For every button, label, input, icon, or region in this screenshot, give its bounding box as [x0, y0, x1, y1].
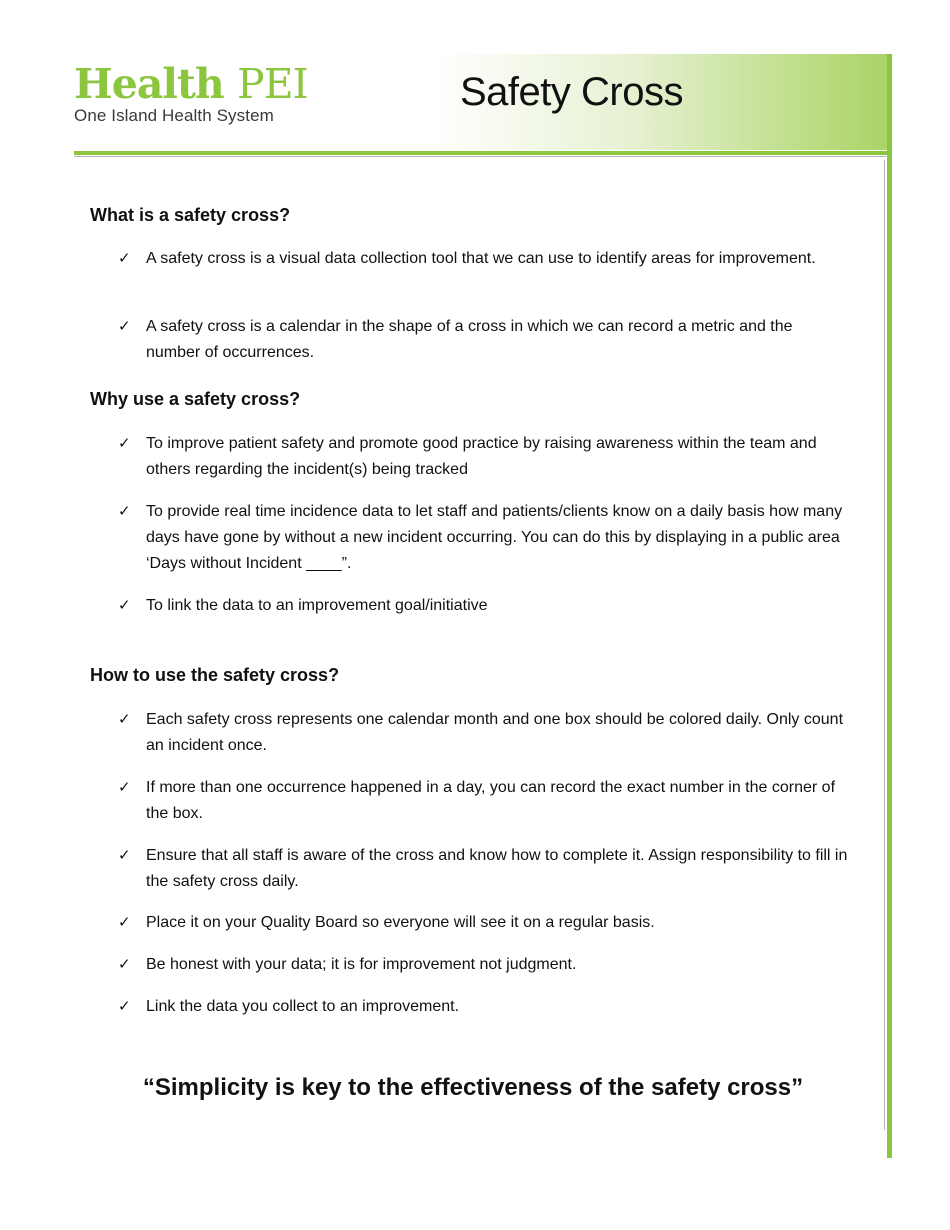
list-item-text: If more than one occurrence happened in a day, you can record the exact number in the corner of the box. — [146, 779, 836, 822]
list-item-text: To improve patient safety and promote good practice by raising awareness within the team and others regarding the incident(s) being tracked — [146, 435, 817, 478]
list-item — [118, 775, 848, 827]
logo-wordmark — [74, 62, 308, 106]
list-item-text: Ensure that all staff is aware of the cross and know how to complete it. Assign responsibility to fill in the safety cross daily. — [146, 847, 848, 890]
section-heading-what: What is a safety cross? — [90, 205, 291, 225]
checkmark-icon: ✓ — [118, 998, 131, 1015]
list-item — [118, 246, 848, 272]
list-item-text: To link the data to an improvement goal/initiative — [146, 597, 488, 614]
checkmark-icon: ✓ — [118, 779, 131, 796]
list-item — [118, 707, 848, 759]
list-item-text: Place it on your Quality Board so everyone will see it on a regular basis. — [146, 914, 655, 931]
logo-brand: Health — [74, 60, 224, 108]
right-border-green — [887, 54, 892, 1158]
checkmark-icon: ✓ — [118, 435, 131, 452]
logo-brand-accent: PEI — [237, 60, 308, 108]
list-item-text: Link the data you collect to an improvement. — [146, 998, 460, 1015]
checkmark-icon: ✓ — [118, 847, 131, 864]
list-item — [118, 843, 848, 895]
closing-quote-text: “Simplicity is key to the effectiveness of the safety cross” — [142, 1074, 804, 1101]
checkmark-icon: ✓ — [118, 711, 131, 728]
list-item — [118, 910, 848, 936]
checkmark-icon: ✓ — [118, 318, 131, 335]
list-item — [118, 431, 848, 483]
list-item-text: Each safety cross represents one calendar month and one box should be colored daily. Only count an incident once. — [146, 711, 844, 754]
header-divider-green — [74, 151, 892, 155]
list-item — [118, 314, 848, 366]
right-border-gray — [884, 160, 885, 1130]
header-divider-gray — [74, 156, 886, 157]
list-item-text: To provide real time incidence data to let staff and patients/clients know on a daily basis how many days have gone by without a new incident occurring. You can do this by displaying in a public area ‘Days without Incident ____”. — [146, 503, 843, 572]
list-item-text: A safety cross is a visual data collection tool that we can use to identify areas for improvement. — [146, 250, 816, 267]
list-item — [118, 593, 848, 619]
logo-tagline: One Island Health System — [74, 106, 274, 125]
list-item — [118, 994, 848, 1020]
page-title: Safety Cross — [460, 70, 683, 114]
list-item-text: A safety cross is a calendar in the shape of a cross in which we can record a metric and the number of occurrences. — [146, 318, 793, 361]
checkmark-icon: ✓ — [118, 914, 131, 931]
section-heading-how: How to use the safety cross? — [90, 665, 340, 685]
list-item — [118, 952, 848, 978]
list-item — [118, 499, 848, 577]
checkmark-icon: ✓ — [118, 503, 131, 520]
health-pei-logo — [74, 62, 308, 126]
checkmark-icon: ✓ — [118, 597, 131, 614]
closing-quote — [0, 1074, 950, 1102]
section-heading-why: Why use a safety cross? — [90, 389, 301, 409]
checkmark-icon: ✓ — [118, 250, 131, 267]
list-item-text: Be honest with your data; it is for improvement not judgment. — [146, 956, 577, 973]
checkmark-icon: ✓ — [118, 956, 131, 973]
